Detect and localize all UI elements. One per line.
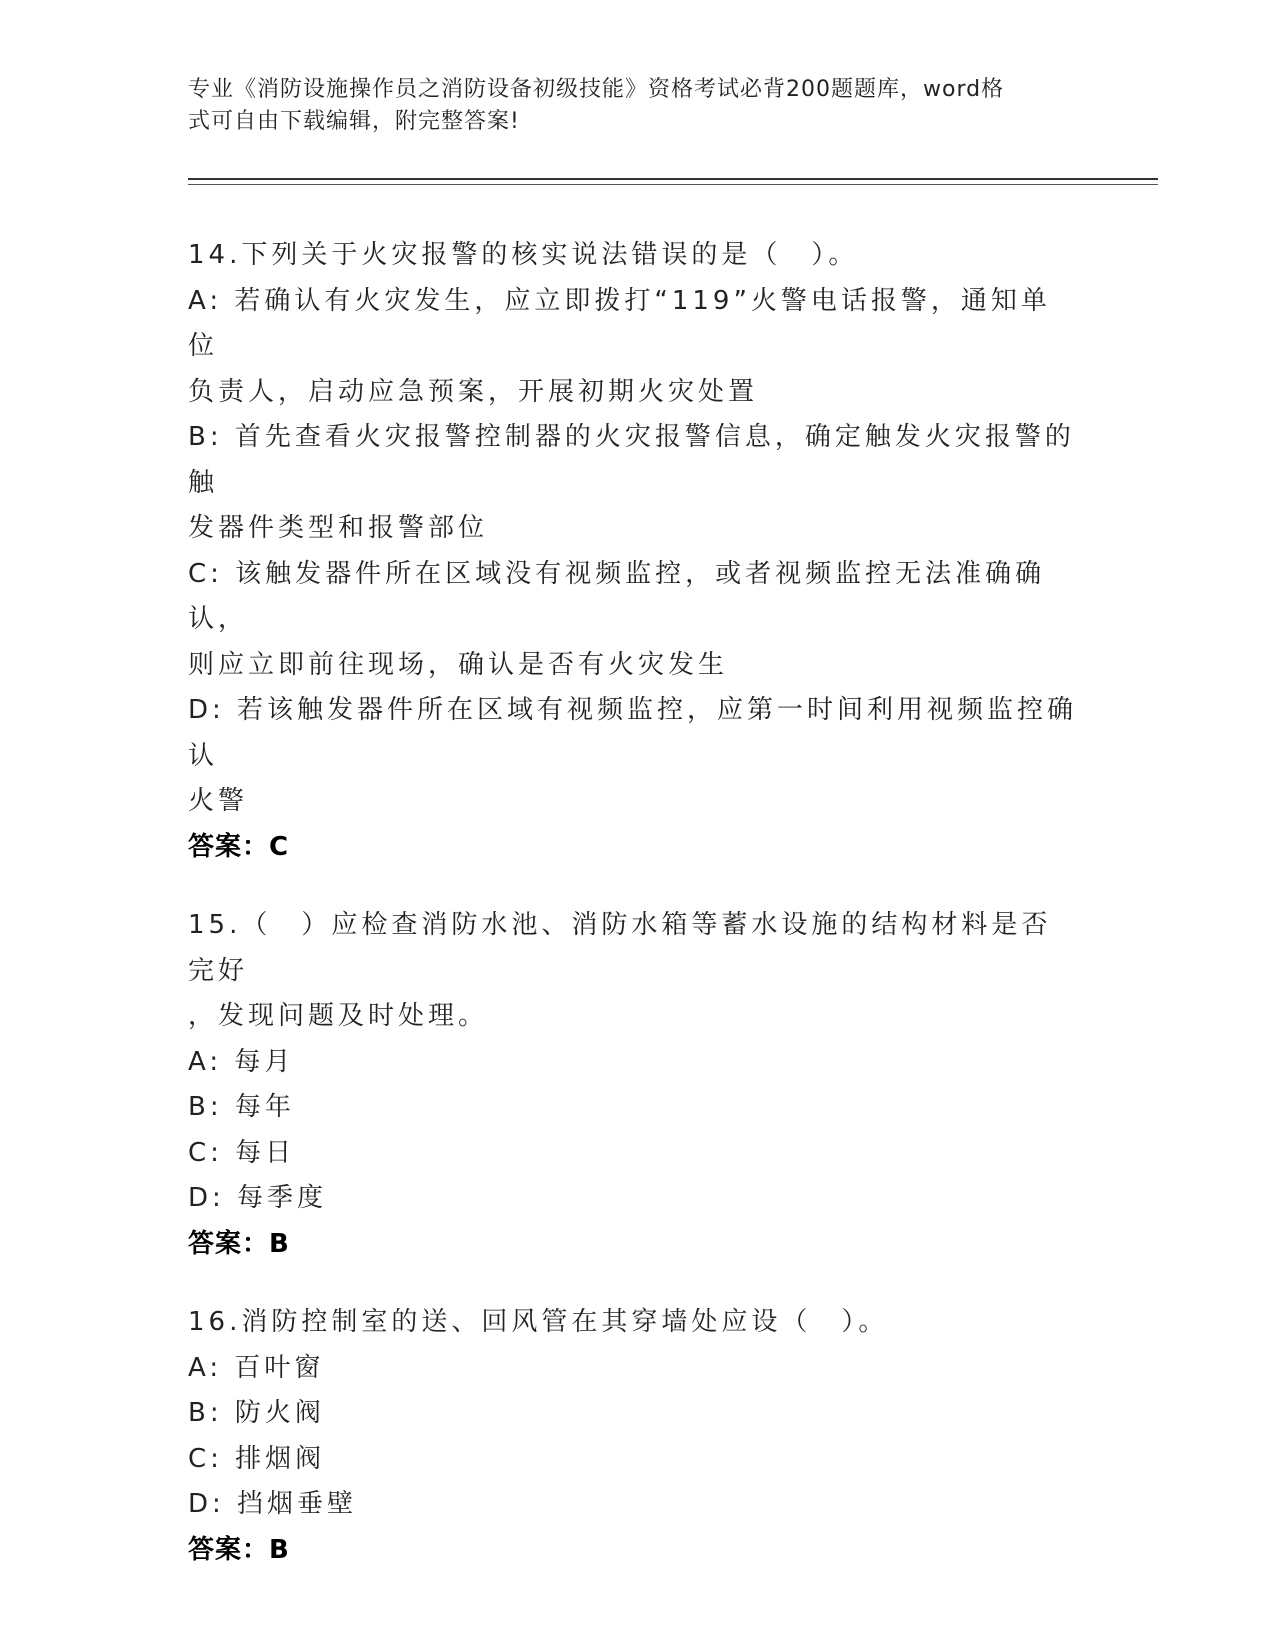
document-header	[188, 74, 1068, 138]
question-stem-continued: ，发现问题及时处理。	[188, 1001, 489, 1031]
question-stem: 16.消防控制室的送、回风管在其穿墙处应设（ ）。	[188, 1307, 889, 1337]
question-15	[188, 903, 1078, 1267]
header-line-1: 专业《消防设施操作员之消防设备初级技能》资格考试必背200题题库，word格	[188, 77, 1005, 102]
option-c-continued: 则应立即前往现场，确认是否有火灾发生	[188, 649, 729, 680]
option-d: D: 若该触发器件所在区域有视频监控，应第一时间利用视频监控确认	[188, 695, 1078, 771]
question-list	[188, 233, 1078, 1606]
option-d: D: 每季度	[188, 1183, 328, 1213]
option-b-continued: 发器件类型和报警部位	[188, 513, 489, 543]
option-d-continued: 火警	[188, 786, 249, 816]
question-16	[188, 1300, 1078, 1573]
option-a: A: 每月	[188, 1046, 295, 1077]
answer-label: 答案：B	[188, 1534, 290, 1565]
answer-label: 答案：C	[188, 831, 290, 862]
option-d: D: 挡烟垂壁	[188, 1489, 358, 1519]
question-14	[188, 233, 1078, 870]
option-b: B: 防火阀	[188, 1398, 325, 1428]
option-a: A: 若确认有火灾发生，应立即拨打“119”火警电话报警，通知单位	[188, 285, 1051, 361]
question-stem: 14.下列关于火灾报警的核实说法错误的是（ ）。	[188, 240, 859, 270]
option-c: C: 该触发器件所在区域没有视频监控，或者视频监控无法准确确认，	[188, 558, 1046, 634]
option-b: B: 每年	[188, 1092, 295, 1122]
option-a-continued: 负责人，启动应急预案，开展初期火灾处置	[188, 376, 759, 407]
option-a: A: 百叶窗	[188, 1352, 325, 1383]
answer-label: 答案：B	[188, 1228, 290, 1259]
option-c: C: 每日	[188, 1137, 296, 1168]
header-line-2: 式可自由下载编辑，附完整答案!	[188, 109, 520, 134]
option-b: B: 首先查看火灾报警控制器的火灾报警信息，确定触发火灾报警的触	[188, 422, 1075, 498]
option-c: C: 排烟阀	[188, 1443, 326, 1474]
header-divider-thin	[188, 184, 1158, 185]
header-divider-thick	[188, 178, 1158, 180]
question-stem: 15.（ ）应检查消防水池、消防水箱等蓄水设施的结构材料是否完好	[188, 910, 1052, 986]
